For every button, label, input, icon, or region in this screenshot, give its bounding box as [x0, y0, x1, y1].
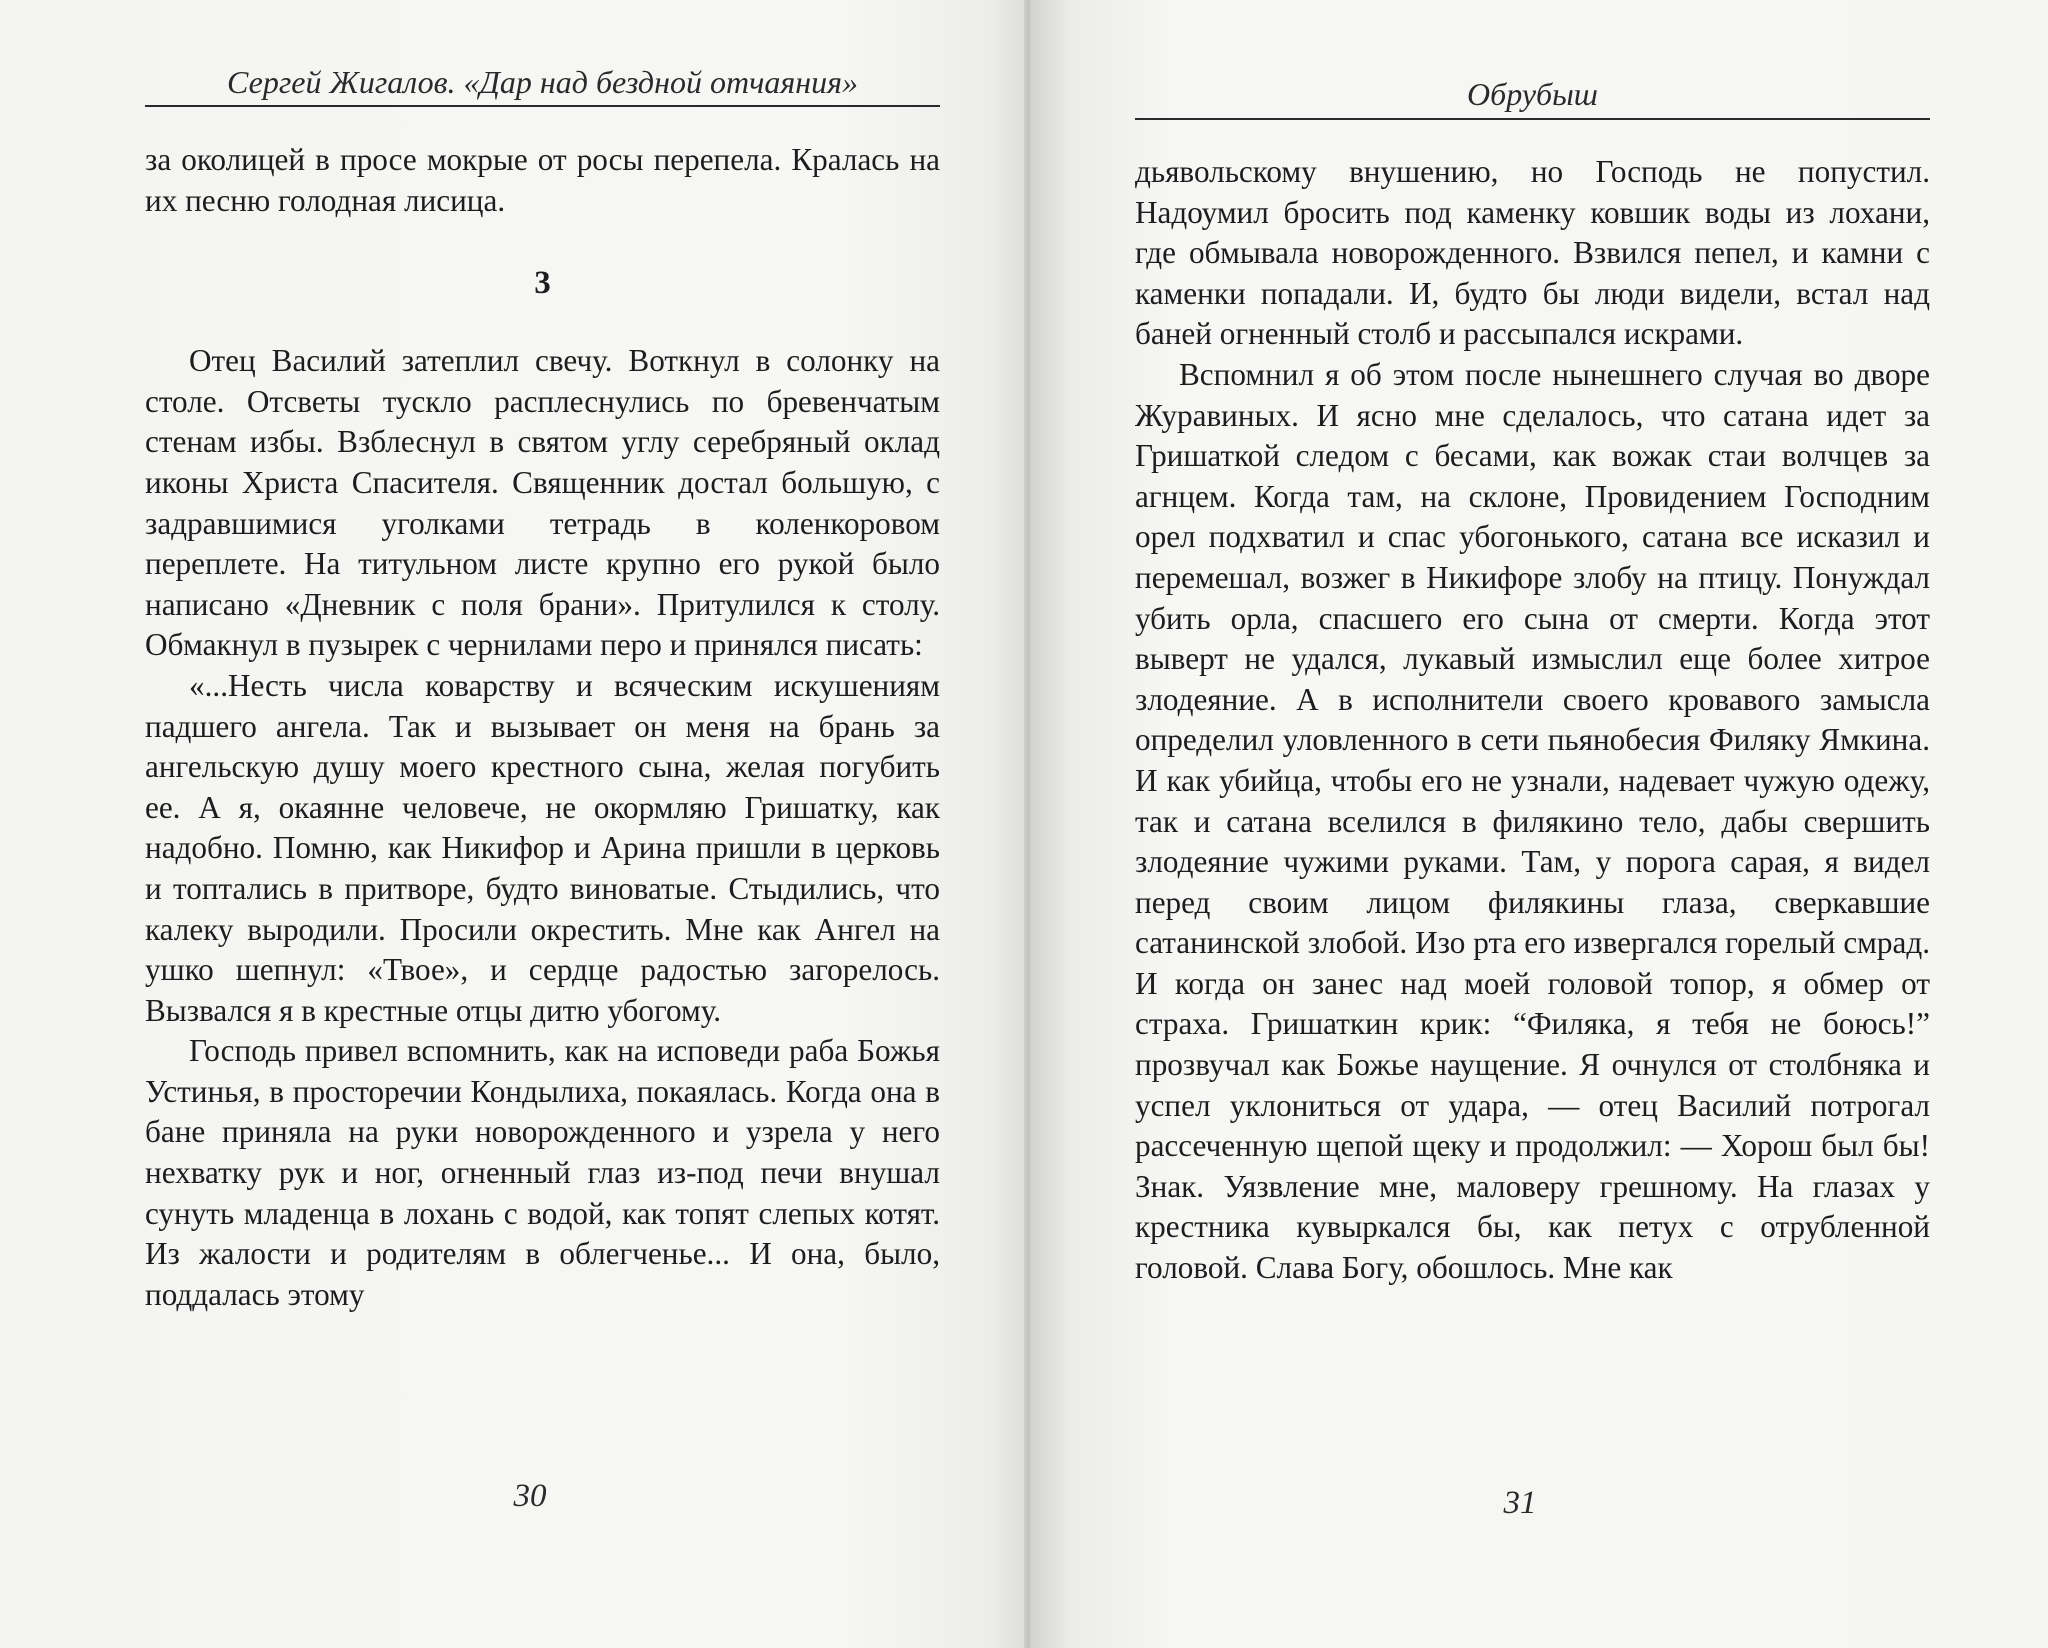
- paragraph: Вспомнил я об этом после нынешнего случая во дворе Журавиных. И ясно мне сделалось, что сатана идет за Гришаткой следом с бесами, как вожак стаи волчцев за агнцем. Когда там, на склоне, Провидением Господним орел подхватил и спас убогонького, сатана все исказил и перемешал, возжег в Никифоре злобу на птицу. Понуждал убить орла, спасшего его сына от смерти. Когда этот выверт не удался, лукавый измыслил еще более хитрое злодеяние. А в исполнители своего кровавого замысла определил уловленного в сети пьянобесия Филяку Ямкина. И как убийца, чтобы его не узнали, надевает чужую одежу, так и сатана вселился в филякино тело, дабы свершить злодеяние чужими руками. Там, у порога сарая, я видел перед своим лицом филякины глаза, сверкавшие сатанинской злобой. Изо рта его извергался горелый смрад. И когда он занес над моей головой топор, я обмер от страха. Гришаткин крик: “Филяка, я тебя не боюсь!” прозвучал как Божье наущение. Я очнулся от столбняка и успел уклониться от удара, — отец Василий потрогал рассеченную щепой щеку и продолжил: — Хорош был бы! Знак. Уязвление мне, маловеру грешному. На глазах у крестника кувыркался бы, как петух с отрубленной головой. Слава Богу, обошлось. Мне как: [1135, 356, 1930, 1286]
- chapter-number: 3: [534, 265, 551, 302]
- page-number-right: 31: [1503, 1485, 1537, 1521]
- left-body-text: [145, 140, 940, 1315]
- running-head-right: Обрубыш: [1467, 76, 1598, 112]
- right-page: [1030, 0, 2048, 1648]
- header-rule-left: [145, 105, 940, 107]
- right-body-text: [1135, 152, 1930, 1289]
- paragraph: «...Несть числа коварству и всяческим искушениям падшего ангела. Так и вызывает он меня на брань за ангельскую душу моего крестного сына, желая погубить ее. А я, окаянне человече, не окормляю Гришатку, как надобно. Помню, как Никифор и Арина пришли в церковь и топтались в притворе, будто виноватые. Стыдились, что калеку выродили. Просили окрестить. Мне как Ангел на ушко шепнул: «Твое», и сердце радостью загорелось. Вызвался я в крестные отцы дитю убогому.: [145, 667, 940, 1028]
- paragraph: Господь привел вспомнить, как на исповеди раба Божья Устинья, в просторечии Кондылиха, покаялась. Когда она в бане приняла на руки новорожденного и узрела у него нехватку рук и ног, огненный глаз из-под печи внушал сунуть младенца в лохань с водой, как топят слепых котят. Из жалости и родителям в облегченье... И она, было, поддалась этому: [145, 1033, 940, 1312]
- paragraph: Отец Василий затеплил свечу. Воткнул в солонку на столе. Отсветы тускло расплеснулись по бревенчатым стенам избы. Взблеснул в святом углу серебряный оклад иконы Христа Спасителя. Священник достал большую, с задравшимися уголками тетрадь в коленкоровом переплете. На титульном листе крупно его рукой было написано «Дневник с поля брани». Притулился к столу. Обмакнул в пузырек с чернилами перо и принялся писать:: [145, 343, 940, 663]
- running-head-left: Сергей Жигалов. «Дар над бездной отчаяния»: [227, 64, 858, 100]
- page-number-left: 30: [513, 1478, 547, 1514]
- paragraph: за околицей в просе мокрые от росы перепела. Кралась на их песню голодная лисица.: [145, 142, 940, 218]
- paragraph: дьявольскому внушению, но Господь не попустил. Надоумил бросить под каменку ковшик воды из лохани, где обмывала новорожденного. Взвился пепел, и камни с каменки попадали. И, будто бы люди видели, встал над баней огненный столб и рассыпался искрами.: [1135, 154, 1930, 352]
- header-rule-right: [1135, 118, 1930, 120]
